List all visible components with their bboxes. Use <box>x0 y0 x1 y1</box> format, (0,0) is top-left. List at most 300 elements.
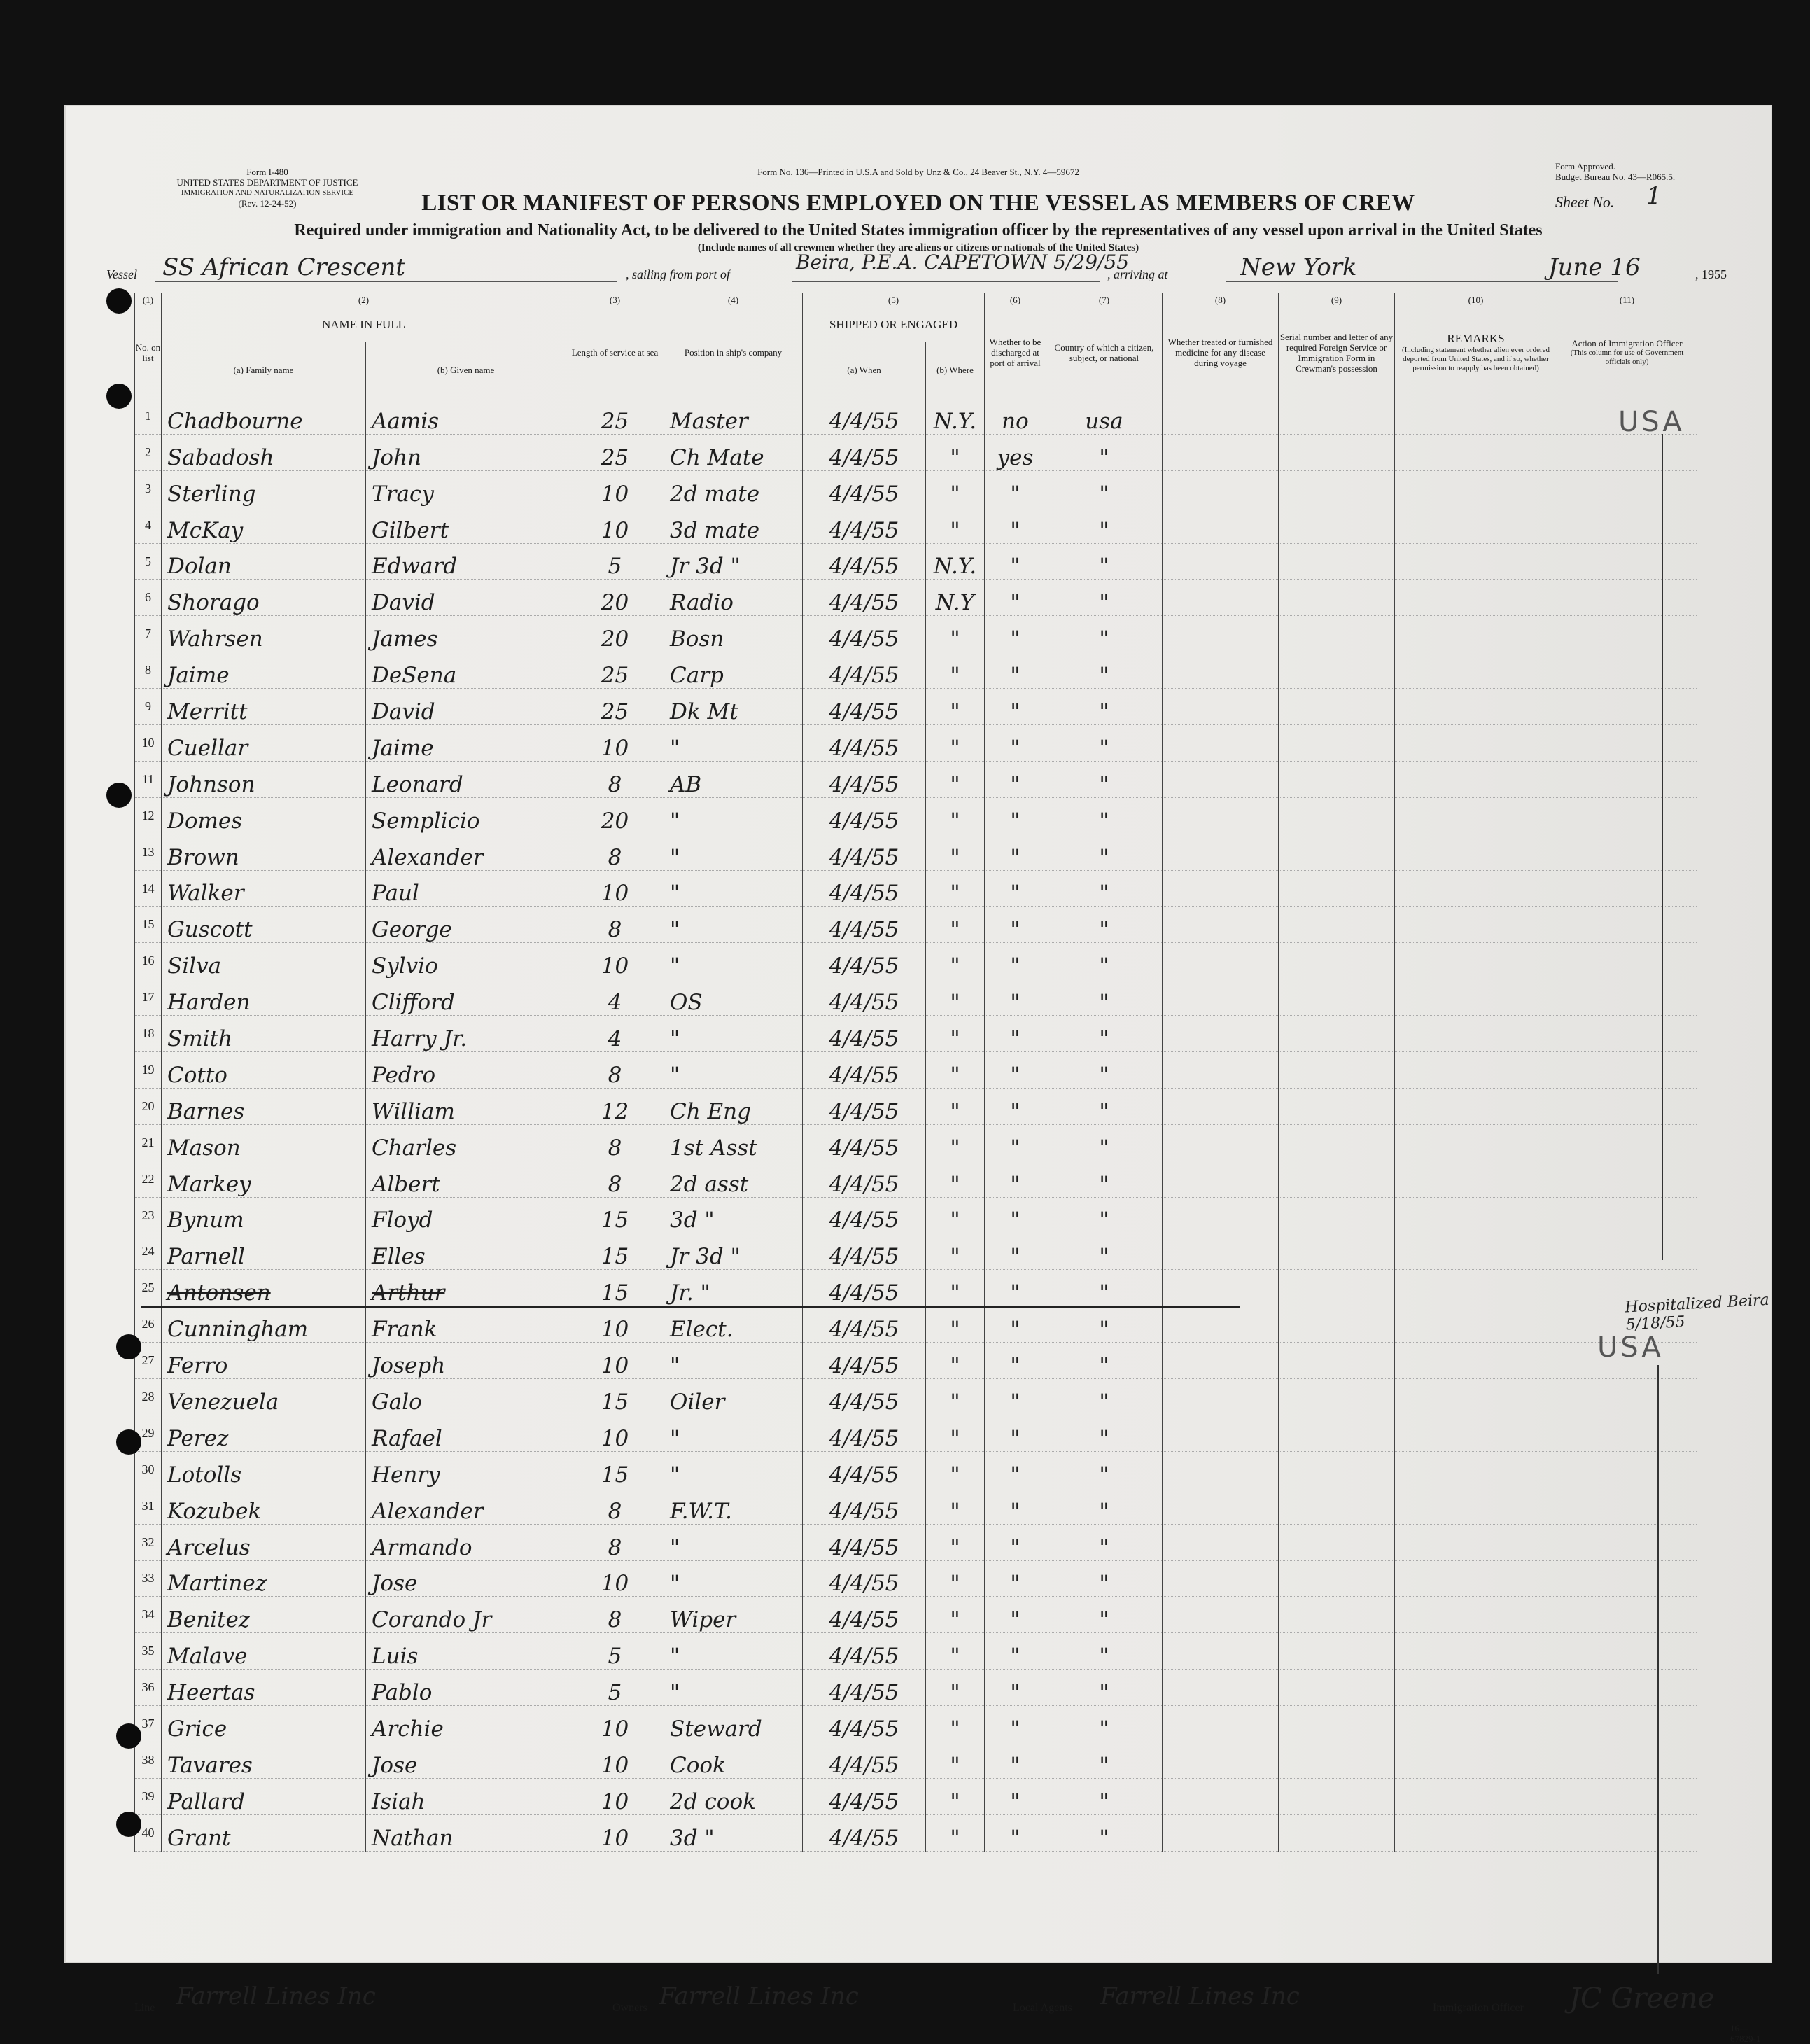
remarks-cell <box>1395 1161 1557 1197</box>
given-name: William <box>366 1088 566 1124</box>
ship-position: Ch Mate <box>664 434 803 470</box>
service-length: 15 <box>566 1270 664 1306</box>
remarks-cell <box>1395 507 1557 543</box>
shipped-where: " <box>926 616 985 652</box>
col4-num: (4) <box>664 293 803 307</box>
col3-num: (3) <box>566 293 664 307</box>
shipped-where: " <box>926 1560 985 1597</box>
serial-cell <box>1279 1706 1395 1742</box>
service-length: 15 <box>566 1379 664 1415</box>
shipped-when: 4/4/55 <box>803 616 926 652</box>
row-number: 31 <box>135 1488 162 1524</box>
shipped-where: " <box>926 1633 985 1670</box>
shipped-when: 4/4/55 <box>803 1052 926 1088</box>
given-name: Jaime <box>366 725 566 762</box>
given-name: Corando Jr <box>366 1597 566 1633</box>
nationality: " <box>1046 1778 1163 1814</box>
treated-cell <box>1163 1233 1279 1270</box>
family-name: Ferro <box>162 1343 366 1379</box>
shipped-when: 4/4/55 <box>803 1560 926 1597</box>
given-name: Isiah <box>366 1778 566 1814</box>
treated-cell <box>1163 1052 1279 1088</box>
shipped-where: " <box>926 1161 985 1197</box>
officer-action-cell <box>1557 543 1697 580</box>
row-number: 1 <box>135 398 162 435</box>
remarks-cell <box>1395 1524 1557 1560</box>
treated-cell <box>1163 1524 1279 1560</box>
footer-line <box>134 1981 1772 2023</box>
family-name: Bynum <box>162 1197 366 1233</box>
service-length: 20 <box>566 580 664 616</box>
remarks-cell <box>1395 1415 1557 1451</box>
family-name: Jaime <box>162 652 366 689</box>
treated-cell <box>1163 1706 1279 1742</box>
table-row <box>135 1706 1697 1742</box>
discharge-status: " <box>985 1597 1046 1633</box>
shipped-when: 4/4/55 <box>803 1524 926 1560</box>
table-row <box>135 797 1697 834</box>
remarks-cell <box>1395 943 1557 979</box>
given-name: Joseph <box>366 1343 566 1379</box>
row-number: 37 <box>135 1706 162 1742</box>
nationality: " <box>1046 1052 1163 1088</box>
sailing-port: Beira, P.E.A. CAPETOWN 5/29/55 <box>796 251 1130 274</box>
shipped-where: " <box>926 1233 985 1270</box>
given-name: Albert <box>366 1161 566 1197</box>
discharge-status: " <box>985 870 1046 906</box>
remarks-cell <box>1395 834 1557 870</box>
family-name: Domes <box>162 797 366 834</box>
discharge-status: no <box>985 398 1046 435</box>
remarks-cell <box>1395 1778 1557 1814</box>
treated-cell <box>1163 1161 1279 1197</box>
table-row <box>135 1670 1697 1706</box>
family-name: Lotolls <box>162 1451 366 1488</box>
col9-header: Serial number and letter of any required Foreign Service or Immigration Form in Crewman's possession <box>1279 331 1394 374</box>
given-name: Pedro <box>366 1052 566 1088</box>
shipped-when: 4/4/55 <box>803 652 926 689</box>
arriving-underline <box>1226 281 1618 282</box>
remarks-cell <box>1395 1670 1557 1706</box>
treated-cell <box>1163 507 1279 543</box>
shipped-where: " <box>926 1597 985 1633</box>
discharge-status: " <box>985 1814 1046 1851</box>
nationality: " <box>1046 580 1163 616</box>
col7-num: (7) <box>1046 293 1163 307</box>
ship-position: AB <box>664 761 803 797</box>
nationality: " <box>1046 1633 1163 1670</box>
ship-position: Bosn <box>664 616 803 652</box>
discharge-status: " <box>985 1670 1046 1706</box>
officer-action-cell <box>1557 1742 1697 1778</box>
nationality: " <box>1046 1742 1163 1778</box>
officer-action-cell <box>1557 1778 1697 1814</box>
remarks-cell <box>1395 1306 1557 1343</box>
given-name: David <box>366 580 566 616</box>
discharge-status: " <box>985 580 1046 616</box>
ship-position: Radio <box>664 580 803 616</box>
given-name: Archie <box>366 1706 566 1742</box>
officer-action-cell <box>1557 1560 1697 1597</box>
shipped-when: 4/4/55 <box>803 725 926 762</box>
service-length: 8 <box>566 761 664 797</box>
service-length: 8 <box>566 1524 664 1560</box>
ship-position: Oiler <box>664 1379 803 1415</box>
shipped-where: " <box>926 1488 985 1524</box>
nationality: " <box>1046 1524 1163 1560</box>
given-name: Arthur <box>366 1270 566 1306</box>
col8-header: Whether treated or furnished medicine for any disease during voyage <box>1167 337 1273 368</box>
form-code: 16—67829-1 <box>1730 2023 1761 2044</box>
family-name: Johnson <box>162 761 366 797</box>
discharge-status: " <box>985 1052 1046 1088</box>
shipped-when: 4/4/55 <box>803 1778 926 1814</box>
discharge-status: " <box>985 1197 1046 1233</box>
row-number: 39 <box>135 1778 162 1814</box>
family-name: Cuellar <box>162 725 366 762</box>
ship-position: " <box>664 1052 803 1088</box>
table-row <box>135 979 1697 1016</box>
officer-action-cell <box>1557 689 1697 725</box>
nationality: " <box>1046 434 1163 470</box>
discharge-status: " <box>985 1778 1046 1814</box>
serial-cell <box>1279 1052 1395 1088</box>
shipped-when: 4/4/55 <box>803 1233 926 1270</box>
table-row <box>135 1415 1697 1451</box>
shipped-where: " <box>926 1379 985 1415</box>
discharge-status: " <box>985 507 1046 543</box>
service-length: 15 <box>566 1233 664 1270</box>
shipped-where: " <box>926 906 985 943</box>
discharge-status: " <box>985 1233 1046 1270</box>
nationality: " <box>1046 470 1163 507</box>
family-name: Walker <box>162 870 366 906</box>
shipped-where: " <box>926 797 985 834</box>
family-name: Guscott <box>162 906 366 943</box>
col7-header: Country of which a citizen, subject, or national <box>1054 342 1154 363</box>
agents-label: Local Agents <box>1013 2002 1072 2014</box>
shipped-when: 4/4/55 <box>803 1488 926 1524</box>
row-number: 6 <box>135 580 162 616</box>
shipped-where: " <box>926 652 985 689</box>
col10-header: REMARKS <box>1447 332 1505 345</box>
binder-hole <box>116 1334 141 1359</box>
officer-action-cell <box>1557 797 1697 834</box>
service-length: 5 <box>566 543 664 580</box>
shipped-where: " <box>926 1524 985 1560</box>
given-name: Floyd <box>366 1197 566 1233</box>
service-length: 10 <box>566 1343 664 1379</box>
table-row <box>135 434 1697 470</box>
ship-position: Jr 3d " <box>664 543 803 580</box>
treated-cell <box>1163 1670 1279 1706</box>
family-name: Dolan <box>162 543 366 580</box>
serial-cell <box>1279 1088 1395 1124</box>
officer-column-line <box>1662 434 1663 1260</box>
serial-cell <box>1279 1124 1395 1161</box>
serial-cell <box>1279 1778 1395 1814</box>
remarks-cell <box>1395 1343 1557 1379</box>
row-number: 12 <box>135 797 162 834</box>
row-number: 19 <box>135 1052 162 1088</box>
table-row <box>135 507 1697 543</box>
remarks-cell <box>1395 1197 1557 1233</box>
col3-header: Length of service at sea <box>571 347 659 358</box>
nationality: " <box>1046 543 1163 580</box>
treated-cell <box>1163 1270 1279 1306</box>
service-name: IMMIGRATION AND NATURALIZATION SERVICE <box>181 188 354 197</box>
treated-cell <box>1163 834 1279 870</box>
nationality: " <box>1046 1016 1163 1052</box>
table-row <box>135 398 1697 435</box>
serial-cell <box>1279 1814 1395 1851</box>
table-row <box>135 1343 1697 1379</box>
nationality: " <box>1046 797 1163 834</box>
family-name: Grice <box>162 1706 366 1742</box>
table-row <box>135 1052 1697 1088</box>
service-length: 25 <box>566 652 664 689</box>
agents-value: Farrell Lines Inc <box>1100 1982 1300 2010</box>
ship-position: Dk Mt <box>664 689 803 725</box>
shipped-when: 4/4/55 <box>803 1016 926 1052</box>
given-name: Jose <box>366 1560 566 1597</box>
treated-cell <box>1163 979 1279 1016</box>
discharge-status: " <box>985 1343 1046 1379</box>
treated-cell <box>1163 1016 1279 1052</box>
treated-cell <box>1163 1306 1279 1343</box>
shipped-when: 4/4/55 <box>803 1343 926 1379</box>
ship-position: " <box>664 1670 803 1706</box>
treated-cell <box>1163 1560 1279 1597</box>
discharge-status: " <box>985 1270 1046 1306</box>
owners-label: Owners <box>612 2002 647 2014</box>
ship-position: Steward <box>664 1706 803 1742</box>
shipped-when: 4/4/55 <box>803 1161 926 1197</box>
serial-cell <box>1279 1524 1395 1560</box>
serial-cell <box>1279 870 1395 906</box>
row-number: 28 <box>135 1379 162 1415</box>
remarks-cell <box>1395 652 1557 689</box>
shipped-when: 4/4/55 <box>803 797 926 834</box>
officer-action-cell <box>1557 943 1697 979</box>
service-length: 8 <box>566 1124 664 1161</box>
row-number: 10 <box>135 725 162 762</box>
form-subtitle: Required under immigration and Nationality Act, to be delivered to the United States immigration officer by the representatives of any vessel upon arrival in the United States <box>294 221 1543 239</box>
approval-text: Form Approved. <box>1555 161 1615 172</box>
ship-position: " <box>664 725 803 762</box>
ship-position: 3d " <box>664 1197 803 1233</box>
ship-position: " <box>664 1633 803 1670</box>
shipped-when: 4/4/55 <box>803 1197 926 1233</box>
row-number: 15 <box>135 906 162 943</box>
serial-cell <box>1279 761 1395 797</box>
treated-cell <box>1163 1488 1279 1524</box>
serial-cell <box>1279 979 1395 1016</box>
nationality: " <box>1046 761 1163 797</box>
shipped-when: 4/4/55 <box>803 979 926 1016</box>
service-length: 10 <box>566 1306 664 1343</box>
remarks-cell <box>1395 761 1557 797</box>
remarks-cell <box>1395 1124 1557 1161</box>
table-row <box>135 906 1697 943</box>
treated-cell <box>1163 1742 1279 1778</box>
service-length: 10 <box>566 1742 664 1778</box>
serial-cell <box>1279 1451 1395 1488</box>
col10-note: (Including statement whether alien ever ordered deported from United States, and if so, whether permission to reapply has been obtained) <box>1401 346 1550 372</box>
col5-num: (5) <box>803 293 985 307</box>
officer-action-cell <box>1557 1379 1697 1415</box>
row-number: 20 <box>135 1088 162 1124</box>
remarks-cell <box>1395 580 1557 616</box>
revision-date: (Rev. 12-24-52) <box>238 198 297 209</box>
table-row <box>135 725 1697 762</box>
service-length: 8 <box>566 1161 664 1197</box>
remarks-cell <box>1395 434 1557 470</box>
family-name: Barnes <box>162 1088 366 1124</box>
binder-hole <box>116 1723 141 1749</box>
shipped-when: 4/4/55 <box>803 580 926 616</box>
treated-cell <box>1163 797 1279 834</box>
row-number: 11 <box>135 761 162 797</box>
service-length: 8 <box>566 834 664 870</box>
shipped-when: 4/4/55 <box>803 434 926 470</box>
given-name: Sylvio <box>366 943 566 979</box>
family-name: Silva <box>162 943 366 979</box>
row-number: 14 <box>135 870 162 906</box>
table-row <box>135 1161 1697 1197</box>
officer-column-line-lower <box>1657 1365 1659 1974</box>
row-number: 30 <box>135 1451 162 1488</box>
row-number: 32 <box>135 1524 162 1560</box>
nationality: " <box>1046 1088 1163 1124</box>
discharge-status: " <box>985 979 1046 1016</box>
table-row <box>135 652 1697 689</box>
arrival-year: , 1955 <box>1695 267 1727 281</box>
vessel-line <box>106 253 1765 288</box>
shipped-where: " <box>926 1415 985 1451</box>
hospitalized-note: Hospitalized Beira 5/18/55 <box>1624 1291 1770 1334</box>
service-length: 10 <box>566 725 664 762</box>
row-number: 27 <box>135 1343 162 1379</box>
family-name: Harden <box>162 979 366 1016</box>
family-name: McKay <box>162 507 366 543</box>
treated-cell <box>1163 434 1279 470</box>
family-name: Smith <box>162 1016 366 1052</box>
col11-num: (11) <box>1557 293 1697 307</box>
serial-cell <box>1279 1306 1395 1343</box>
shipped-where: " <box>926 725 985 762</box>
ship-position: 3d " <box>664 1814 803 1851</box>
family-name: Malave <box>162 1633 366 1670</box>
shipped-where: " <box>926 870 985 906</box>
given-name: George <box>366 906 566 943</box>
officer-action-cell <box>1557 761 1697 797</box>
discharge-status: " <box>985 1488 1046 1524</box>
binder-hole <box>106 384 132 409</box>
nationality: " <box>1046 1306 1163 1343</box>
serial-cell <box>1279 1670 1395 1706</box>
service-length: 5 <box>566 1670 664 1706</box>
ship-position: " <box>664 834 803 870</box>
col1-num: (1) <box>135 293 162 307</box>
officer-action-cell <box>1557 834 1697 870</box>
ship-position: Jr. " <box>664 1270 803 1306</box>
family-name: Antonsen <box>162 1270 366 1306</box>
col5b-header: (b) Where <box>936 365 974 375</box>
sailing-underline <box>792 281 1100 282</box>
discharge-status: " <box>985 1706 1046 1742</box>
nationality: " <box>1046 616 1163 652</box>
service-length: 10 <box>566 870 664 906</box>
page-title: LIST OR MANIFEST OF PERSONS EMPLOYED ON THE VESSEL AS MEMBERS OF CREW <box>421 190 1415 216</box>
row-number: 29 <box>135 1415 162 1451</box>
table-row <box>135 1524 1697 1560</box>
discharge-status: " <box>985 1306 1046 1343</box>
family-name: Heertas <box>162 1670 366 1706</box>
manifest-sheet <box>64 105 1772 2044</box>
ship-position: F.W.T. <box>664 1488 803 1524</box>
treated-cell <box>1163 1415 1279 1451</box>
remarks-cell <box>1395 1597 1557 1633</box>
ship-position: 2d asst <box>664 1161 803 1197</box>
family-name: Arcelus <box>162 1524 366 1560</box>
nationality: " <box>1046 943 1163 979</box>
serial-cell <box>1279 689 1395 725</box>
family-name: Merritt <box>162 689 366 725</box>
shipped-when: 4/4/55 <box>803 1742 926 1778</box>
shipped-where: " <box>926 1088 985 1124</box>
family-name: Grant <box>162 1814 366 1851</box>
ship-position: 1st Asst <box>664 1124 803 1161</box>
discharge-status: yes <box>985 434 1046 470</box>
given-name: James <box>366 616 566 652</box>
shipped-when: 4/4/55 <box>803 398 926 435</box>
ship-position: " <box>664 906 803 943</box>
family-name: Shorago <box>162 580 366 616</box>
ship-position: Wiper <box>664 1597 803 1633</box>
service-length: 10 <box>566 507 664 543</box>
given-name: Henry <box>366 1451 566 1488</box>
family-name: Benitez <box>162 1597 366 1633</box>
officer-action-cell <box>1557 616 1697 652</box>
ship-position: 2d cook <box>664 1778 803 1814</box>
given-name: Gilbert <box>366 507 566 543</box>
ship-position: Carp <box>664 652 803 689</box>
family-name: Wahrsen <box>162 616 366 652</box>
treated-cell <box>1163 1597 1279 1633</box>
shipped-when: 4/4/55 <box>803 507 926 543</box>
officer-action-cell <box>1557 652 1697 689</box>
vessel-underline <box>155 281 617 282</box>
row-number: 16 <box>135 943 162 979</box>
serial-cell <box>1279 1379 1395 1415</box>
table-row <box>135 1016 1697 1052</box>
officer-signature: JC Greene <box>1569 1982 1715 2015</box>
service-length: 25 <box>566 398 664 435</box>
officer-action-cell <box>1557 1197 1697 1233</box>
nationality: " <box>1046 1161 1163 1197</box>
discharge-status: " <box>985 761 1046 797</box>
shipped-when: 4/4/55 <box>803 1451 926 1488</box>
shipped-where: " <box>926 1706 985 1742</box>
nationality: " <box>1046 725 1163 762</box>
given-name: Semplicio <box>366 797 566 834</box>
binder-hole <box>116 1812 141 1837</box>
treated-cell <box>1163 689 1279 725</box>
shipped-when: 4/4/55 <box>803 1306 926 1343</box>
shipped-when: 4/4/55 <box>803 1706 926 1742</box>
officer-action-cell <box>1557 1415 1697 1451</box>
